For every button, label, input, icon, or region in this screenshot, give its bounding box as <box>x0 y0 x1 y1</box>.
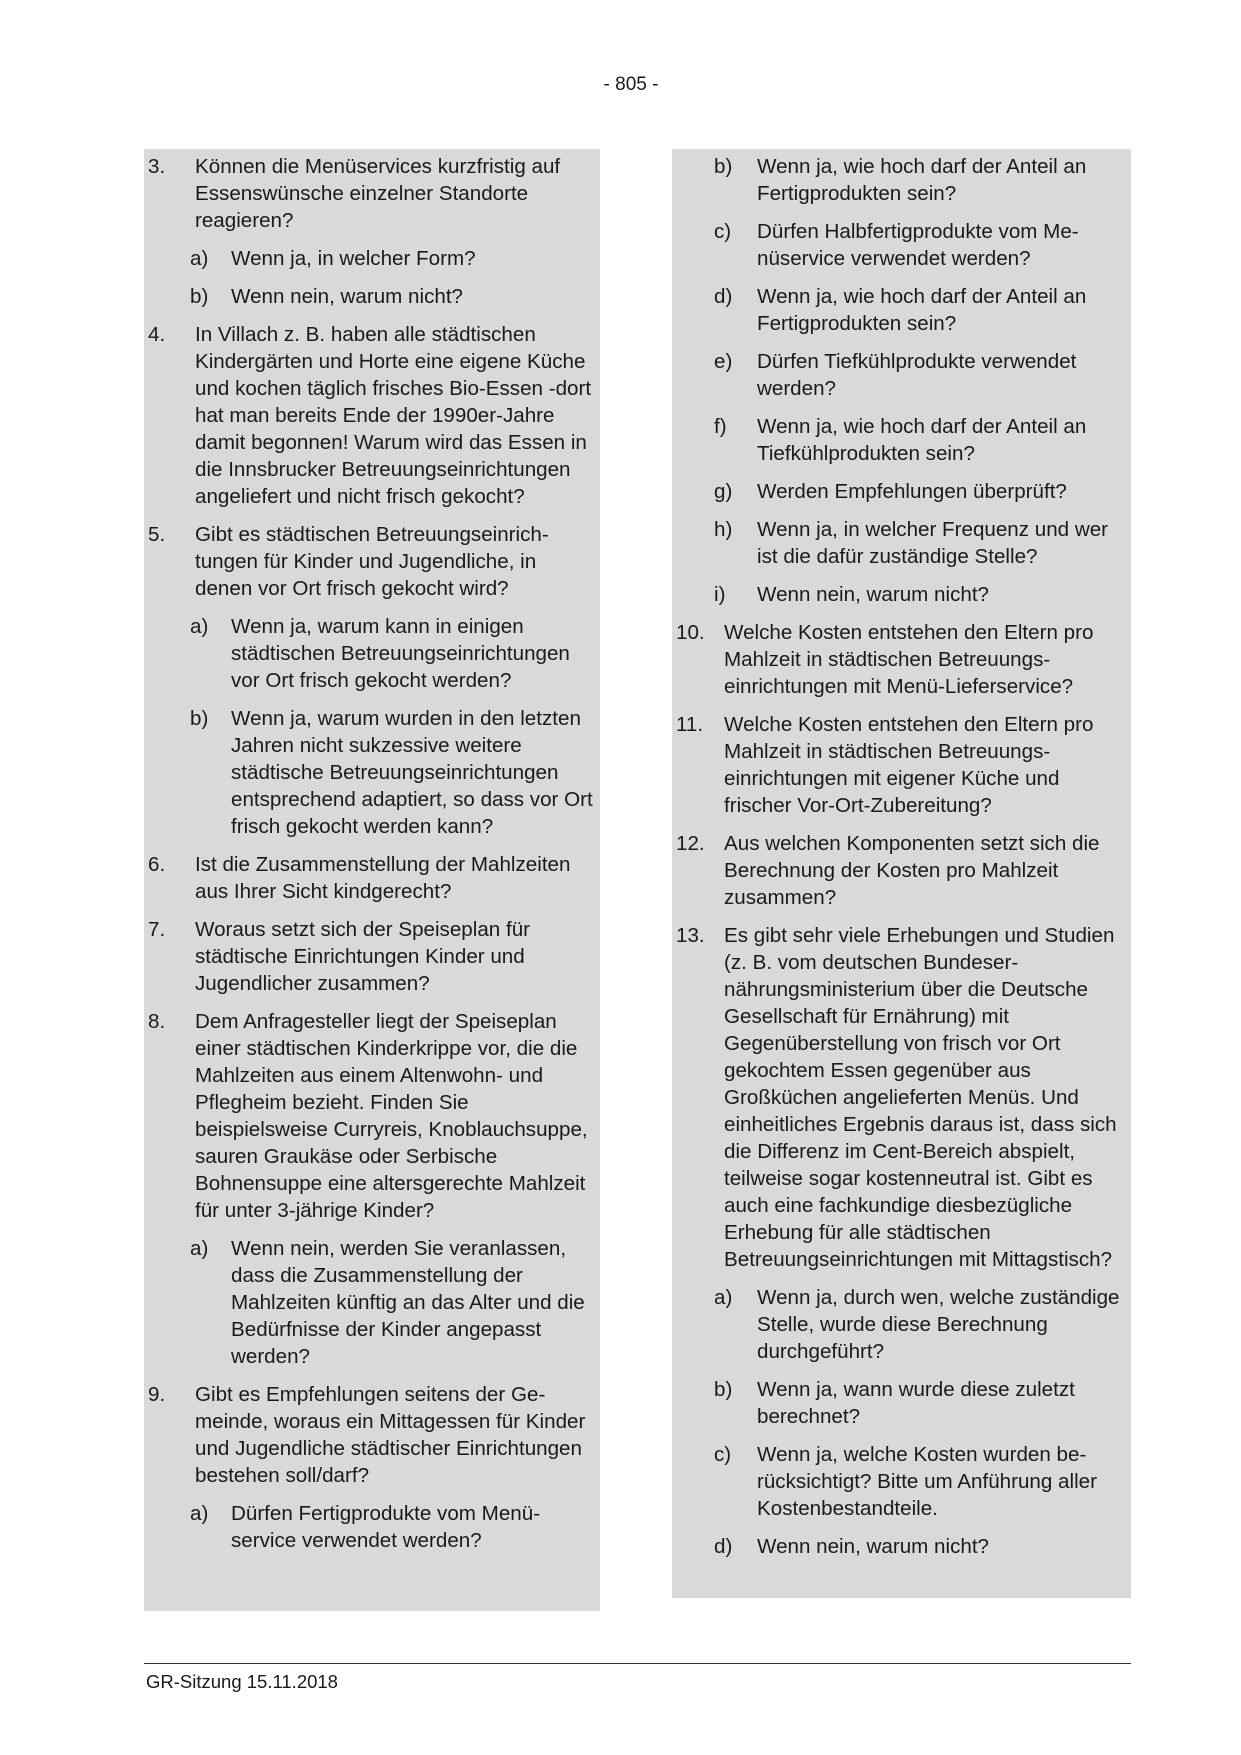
sub-question-label: a) <box>190 615 209 638</box>
question-item <box>144 1008 600 1224</box>
question-text: Gibt es Empfehlungen seitens der Gemeinde, woraus ein Mittagessen für Kinder und Jugendliche städtischer Einrichtungen bestehen soll/darf? <box>195 1383 586 1487</box>
sub-question-item <box>672 478 1131 505</box>
footer-divider <box>144 1663 1131 1664</box>
sub-question-text: Wenn ja, wann wurde diese zuletzt berechnet? <box>757 1378 1075 1428</box>
question-text: Können die Menüservices kurzfristig auf Essenswünsche einzelner Standorte reagieren? <box>195 155 561 232</box>
sub-question-item <box>672 348 1131 402</box>
sub-question-text: Wenn ja, wie hoch darf der Anteil an Fertigprodukten sein? <box>757 285 1087 335</box>
sub-question-item <box>672 581 1131 608</box>
sub-question-text: Wenn ja, in welcher Form? <box>231 247 476 270</box>
footer-session-date: GR-Sitzung 15.11.2018 <box>146 1671 338 1692</box>
question-number: 10. <box>676 621 705 644</box>
sub-question-text: Wenn nein, warum nicht? <box>757 1535 989 1558</box>
question-number: 6. <box>148 853 166 876</box>
sub-question-label: a) <box>190 1237 209 1260</box>
question-item <box>144 153 600 234</box>
question-number: 8. <box>148 1010 166 1033</box>
sub-question-text: Dürfen Halbfertigprodukte vom Menüservice verwendet werden? <box>757 220 1079 270</box>
sub-question-text: Wenn nein, warum nicht? <box>757 583 989 606</box>
sub-question-item <box>672 283 1131 337</box>
sub-question-text: Wenn ja, in welcher Frequenz und wer ist die dafür zuständige Stelle? <box>757 518 1109 568</box>
sub-question-item <box>144 1235 600 1370</box>
sub-question-label: b) <box>714 1378 733 1401</box>
sub-question-item <box>672 413 1131 467</box>
question-text: In Villach z. B. haben alle städtischen Kindergärten und Horte eine eigene Küche und kochen täglich frisches Bio-Essen -dort hat man bereits Ende der 1990er-Jahre damit begonnen! Warum wird das Essen in die Innsbrucker Betreuungseinrichtungen angeliefert und nicht frisch gekocht? <box>195 323 592 508</box>
question-text: Aus welchen Komponenten setzt sich die Berechnung der Kosten pro Mahlzeit zusammen? <box>724 832 1100 909</box>
page-number: - 805 - <box>603 74 659 95</box>
sub-question-text: Werden Empfehlungen überprüft? <box>757 480 1067 503</box>
question-number: 4. <box>148 323 166 346</box>
question-number: 9. <box>148 1383 166 1406</box>
sub-question-item <box>144 705 600 840</box>
sub-question-item <box>144 283 600 310</box>
sub-question-label: b) <box>190 707 209 730</box>
sub-question-label: b) <box>714 155 733 178</box>
question-number: 11. <box>676 713 704 736</box>
sub-question-text: Dürfen Fertigprodukte vom Menüservice verwendet werden? <box>231 1502 541 1552</box>
sub-question-label: f) <box>714 415 727 438</box>
question-item <box>672 711 1131 819</box>
sub-question-label: h) <box>714 518 733 541</box>
sub-question-text: Wenn nein, werden Sie veranlassen, dass die Zusammenstellung der Mahlzeiten künftig an das Alter und die Bedürfnisse der Kinder angepasst werden? <box>231 1237 585 1368</box>
sub-question-text: Wenn ja, durch wen, welche zuständige Stelle, wurde diese Berechnung durchgeführt? <box>757 1286 1120 1363</box>
question-item <box>144 521 600 602</box>
sub-question-label: b) <box>190 285 209 308</box>
question-number: 12. <box>676 832 705 855</box>
question-number: 13. <box>676 924 705 947</box>
sub-question-item <box>672 218 1131 272</box>
sub-question-item <box>672 153 1131 207</box>
sub-question-label: a) <box>190 1502 209 1525</box>
sub-question-label: d) <box>714 1535 733 1558</box>
right-column <box>672 149 1131 1598</box>
question-text: Welche Kosten entstehen den Eltern pro Mahlzeit in städtischen Betreuungseinrichtungen mit eigener Küche und frischer Vor-Ort-Zubereitung? <box>724 713 1094 817</box>
sub-question-label: i) <box>714 583 726 606</box>
question-item <box>672 619 1131 700</box>
question-text: Es gibt sehr viele Erhebungen und Studien (z. B. vom deutschen Bundesernährungsministerium über die Deutsche Gesellschaft für Ernährung) mit Gegenüberstellung von frisch vor Ort gekochtem Essen gegenüber aus Großküchen angelieferten Menüs. Und einheitliches Ergebnis daraus ist, dass sich die Differenz im Cent-Bereich abspielt, teilweise sogar kostenneutral ist. Gibt es auch eine fachkundige diesbezügliche Erhebung für alle städtischen Betreuungseinrichtungen mit Mittagstisch? <box>724 924 1117 1271</box>
sub-question-item <box>672 1284 1131 1365</box>
question-text: Dem Anfragesteller liegt der Speiseplan einer städtischen Kinderkrippe vor, die die Mahlzeiten aus einem Altenwohn- und Pflegheim bezieht. Finden Sie beispielsweise Curryreis, Knoblauchsuppe, sauren Graukäse oder Serbische Bohnensuppe eine altersgerechte Mahlzeit für unter 3-jährige Kinder? <box>195 1010 588 1222</box>
question-number: 7. <box>148 918 166 941</box>
question-text: Ist die Zusammenstellung der Mahlzeiten aus Ihrer Sicht kindgerecht? <box>195 853 571 903</box>
sub-question-item <box>672 516 1131 570</box>
sub-question-label: a) <box>190 247 209 270</box>
sub-question-text: Wenn ja, wie hoch darf der Anteil an Tiefkühlprodukten sein? <box>757 415 1087 465</box>
sub-question-text: Wenn ja, warum kann in einigen städtischen Betreuungseinrichtungen vor Ort frisch gekocht werden? <box>231 615 570 692</box>
sub-question-text: Wenn ja, wie hoch darf der Anteil an Fertigprodukten sein? <box>757 155 1087 205</box>
sub-question-item <box>672 1533 1131 1560</box>
question-number: 5. <box>148 523 166 546</box>
question-item <box>672 830 1131 911</box>
sub-question-label: a) <box>714 1286 733 1309</box>
sub-question-item <box>144 245 600 272</box>
question-text: Woraus setzt sich der Speiseplan für städtische Einrichtungen Kinder und Jugendlicher zusammen? <box>195 918 531 995</box>
sub-question-label: c) <box>714 1443 732 1466</box>
question-item <box>672 922 1131 1273</box>
sub-question-text: Wenn ja, welche Kosten wurden berücksichtigt? Bitte um Anführung aller Kostenbestandteile. <box>757 1443 1097 1520</box>
question-item <box>144 321 600 510</box>
question-item <box>144 916 600 997</box>
sub-question-text: Wenn ja, warum wurden in den letzten Jahren nicht sukzessive weitere städtische Betreuungseinrichtungen entsprechend adaptiert, so dass vor Ort frisch gekocht werden kann? <box>231 707 593 838</box>
question-number: 3. <box>148 155 166 178</box>
sub-question-label: e) <box>714 350 733 373</box>
question-item <box>144 1381 600 1489</box>
sub-question-label: d) <box>714 285 733 308</box>
sub-question-item <box>144 613 600 694</box>
sub-question-text: Dürfen Tiefkühlprodukte verwendet werden? <box>757 350 1077 400</box>
sub-question-item <box>144 1500 600 1554</box>
left-column <box>144 149 600 1611</box>
sub-question-item <box>672 1376 1131 1430</box>
sub-question-item <box>672 1441 1131 1522</box>
sub-question-label: g) <box>714 480 733 503</box>
question-text: Welche Kosten entstehen den Eltern pro Mahlzeit in städtischen Betreuungseinrichtungen mit Menü-Lieferservice? <box>724 621 1094 698</box>
sub-question-text: Wenn nein, warum nicht? <box>231 285 463 308</box>
question-item <box>144 851 600 905</box>
question-text: Gibt es städtischen Betreuungseinrichtungen für Kinder und Jugendliche, in denen vor Ort frisch gekocht wird? <box>195 523 549 600</box>
sub-question-label: c) <box>714 220 732 243</box>
